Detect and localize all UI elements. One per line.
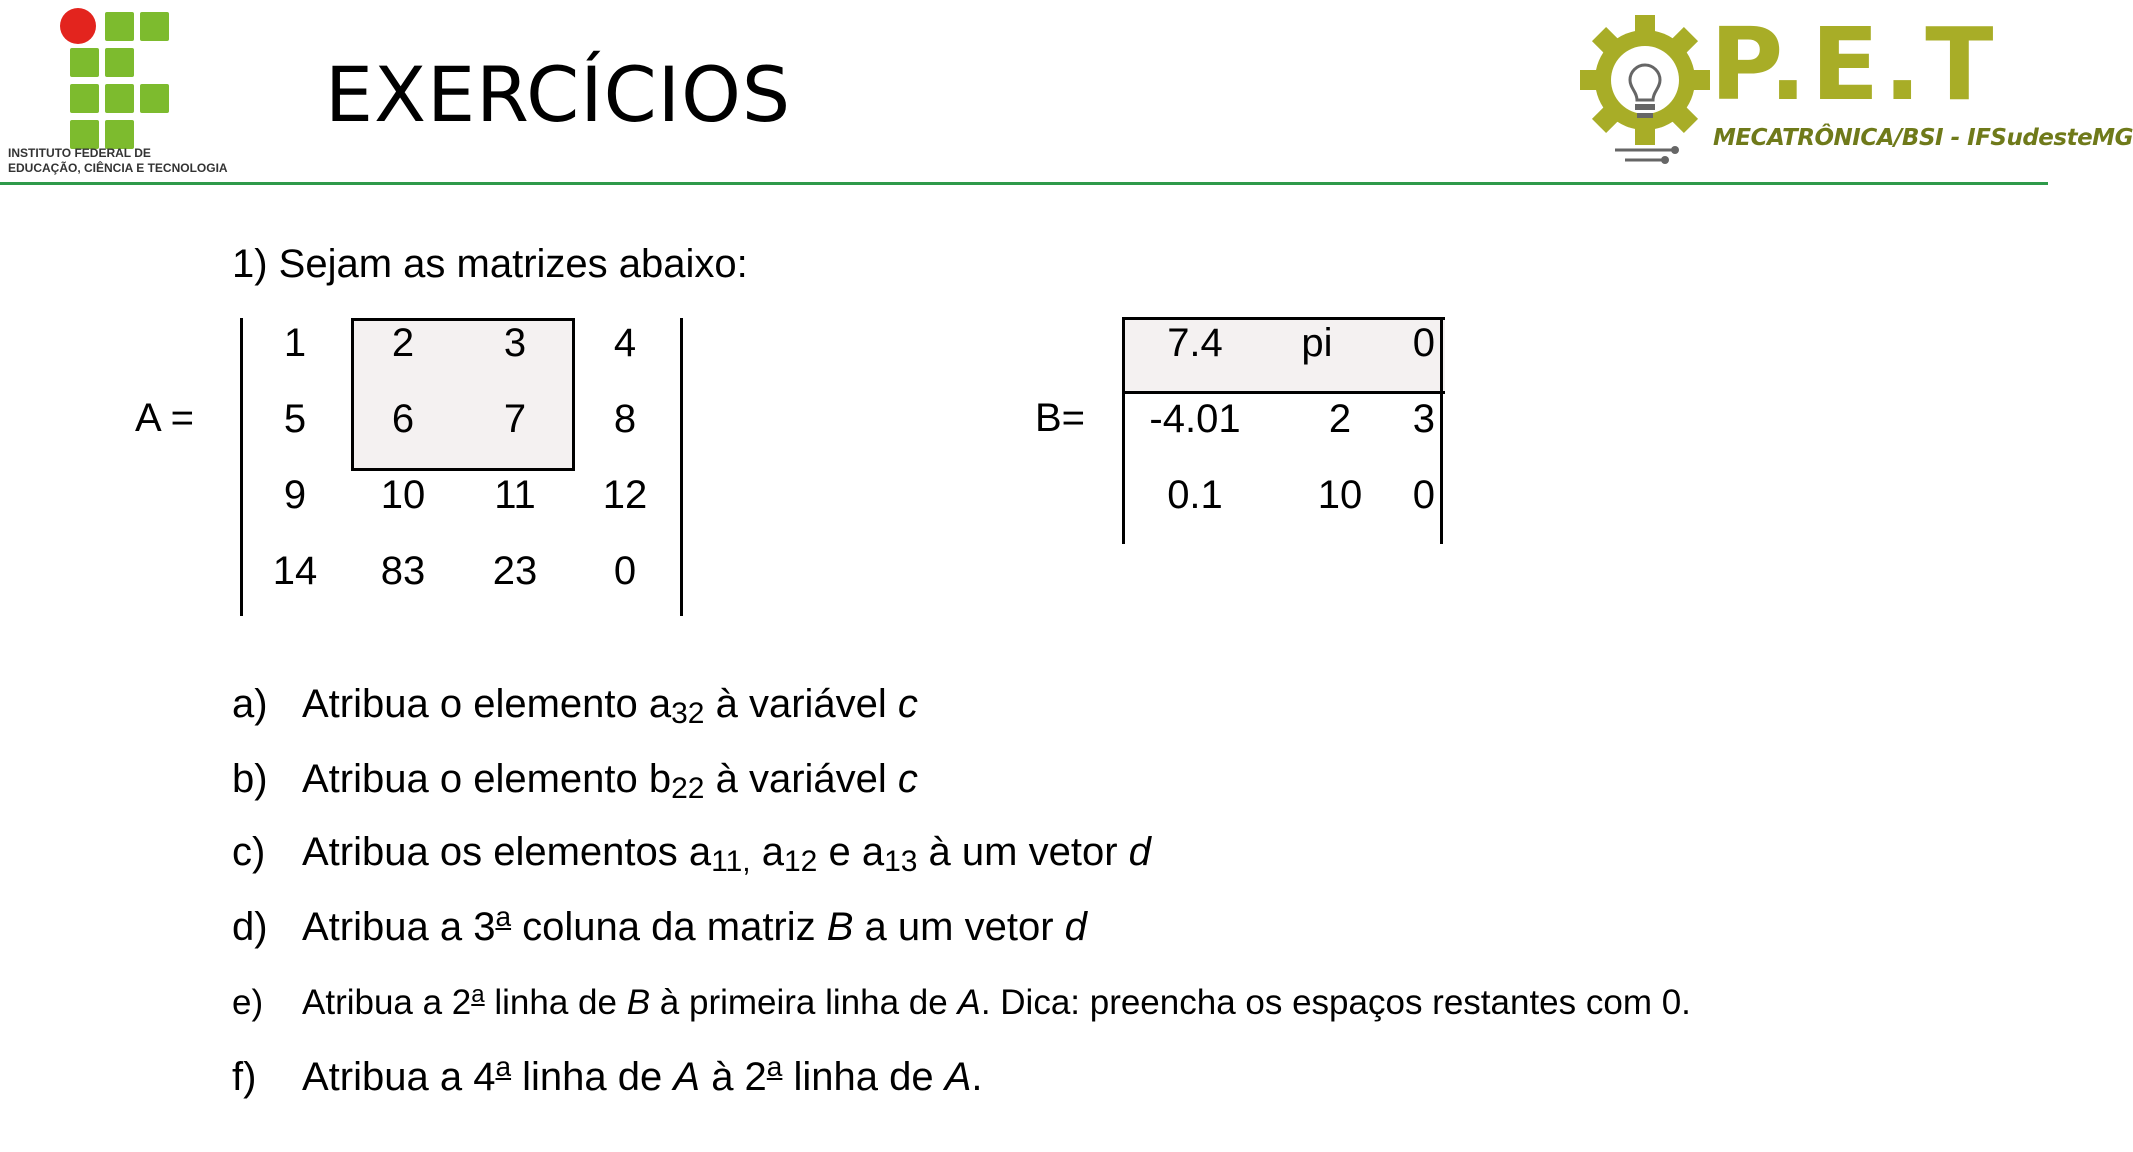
page-title: EXERCÍCIOS	[325, 50, 792, 139]
matrix-a-cell: 23	[492, 549, 538, 593]
matrix-b-label: B=	[1035, 396, 1086, 440]
matrix-a-cell: 4	[613, 321, 637, 365]
ifet-logo-text: INSTITUTO FEDERAL DE EDUCAÇÃO, CIÊNCIA E TECNOLOGIA	[8, 146, 228, 175]
header-divider	[0, 182, 2048, 185]
matrix-a-cell: 7	[503, 397, 527, 441]
matrix-a-cell: 14	[272, 549, 318, 593]
exercise-item-c: c) Atribua os elementos a11, a12 e a13 à um vetor d	[232, 830, 1151, 878]
matrix-a-cell: 6	[391, 397, 415, 441]
matrix-a-cell: 12	[602, 473, 648, 517]
exercise-item-d: d) Atribua a 3$^a$ coluna da matriz B a um vetor d	[232, 901, 1087, 949]
matrix-b-cell: 0	[1412, 321, 1435, 365]
matrix-b-cell: 0.1	[1167, 473, 1223, 517]
ifet-logo	[8, 8, 238, 180]
matrix-b-cell: -4.01	[1149, 397, 1241, 441]
matrix-b-cell: 10	[1317, 473, 1363, 517]
exercise-item-b: b) Atribua o elemento b22 à variável c	[232, 757, 918, 805]
matrix-b-cell: 2	[1328, 397, 1352, 441]
exercise-item-a: a) Atribua o elemento a32 à variável c	[232, 682, 918, 730]
exercise-item-e: e) Atribua a 2$^a$ linha de B à primeira linha de A. Dica: preencha os espaços restantes com 0.	[232, 981, 1691, 1022]
exercise-item-f: f) Atribua a 4$^a$ linha de A à 2$^a$ linha de A.	[232, 1051, 983, 1099]
matrix-a-cell: 10	[380, 473, 426, 517]
matrix-a-label: A =	[135, 396, 194, 440]
ifet-logo-grid-icon	[60, 8, 180, 148]
matrix-a-cell: 8	[613, 397, 637, 441]
matrix-a-cell: 1	[283, 321, 307, 365]
pet-subtitle: MECATRÔNICA/BSI - IFSudesteMG	[1713, 125, 2133, 151]
matrix-a-cell: 9	[283, 473, 307, 517]
matrix-b-cell: pi	[1301, 321, 1333, 365]
question-intro: 1) Sejam as matrizes abaixo:	[232, 242, 748, 286]
matrix-a-right-bar	[680, 318, 683, 616]
matrix-a-left-bar	[240, 318, 243, 616]
matrix-a-cell: 0	[613, 549, 637, 593]
pet-logo	[1575, 6, 2133, 175]
pet-name: P.E.T	[1710, 6, 1998, 123]
matrix-b-cell: 3	[1412, 397, 1435, 441]
matrix-a-cell: 2	[391, 321, 415, 365]
matrix-b-cell: 0	[1412, 473, 1435, 517]
ifet-logo-red-dot	[60, 8, 96, 44]
matrix-b-cell: 7.4	[1167, 321, 1223, 365]
matrix-a-cell: 83	[380, 549, 426, 593]
matrix-a-cell: 5	[283, 397, 307, 441]
matrix-a-cell: 11	[494, 473, 536, 517]
matrix-b-right-bar	[1440, 317, 1443, 544]
gear-lightbulb-icon	[1575, 10, 1715, 170]
matrix-b-left-bar	[1122, 317, 1125, 544]
matrix-a-cell: 3	[503, 321, 527, 365]
